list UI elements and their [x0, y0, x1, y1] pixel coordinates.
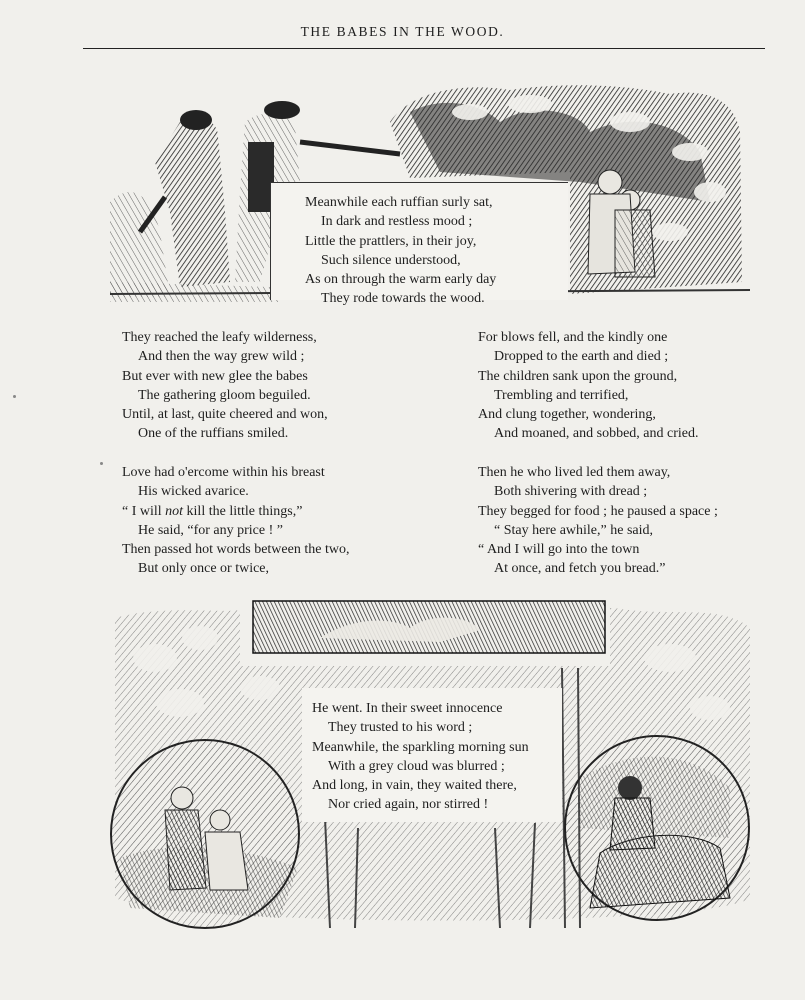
verse-fragment: kill the little things,” — [183, 503, 303, 519]
verse-line: Then passed hot words between the two, — [122, 542, 350, 558]
verse-line: He went. In their sweet innocence — [312, 701, 503, 716]
verse-line: And clung together, wondering, — [478, 407, 656, 423]
verse-line: But ever with new glee the babes — [122, 368, 308, 384]
bottom-stanza-panel — [302, 689, 562, 821]
verse-line: Trembling and terrified, — [494, 387, 629, 403]
verse-line — [122, 502, 349, 521]
verse-line: And then the way grew wild ; — [138, 349, 305, 365]
verse-line: His wicked avarice. — [138, 484, 249, 500]
verse-line: Both shivering with dread ; — [494, 484, 648, 500]
verse-line: “ Stay here awhile,” he said, — [494, 522, 653, 538]
bottom-stanza — [312, 699, 529, 815]
verse-line: Love had o'ercome within his breast — [122, 465, 325, 480]
stanza-led-them-away — [478, 463, 718, 579]
verse-line: With a grey cloud was blurred ; — [328, 758, 505, 774]
stanza-love-had-overcome — [122, 463, 349, 579]
verse-fragment: “ I will — [122, 503, 166, 519]
verse-line: They rode towards the wood. — [321, 291, 485, 307]
verse-line: “ And I will go into the town — [478, 542, 640, 558]
verse-line: Nor cried again, nor stirred ! — [328, 797, 489, 813]
top-stanza — [305, 193, 496, 309]
verse-line: He said, “for any price ! ” — [138, 522, 283, 538]
stanza-reached-wilderness — [122, 328, 328, 444]
verse-line: One of the ruffians smiled. — [138, 426, 289, 442]
running-title: THE BABES IN THE WOOD. — [300, 24, 505, 39]
header-rule — [83, 48, 765, 49]
top-stanza-panel — [270, 182, 568, 307]
verse-line: At once, and fetch you bread.” — [494, 561, 666, 577]
print-speck — [13, 395, 16, 398]
verse-line: As on through the warm early day — [305, 272, 497, 288]
verse-line: Little the prattlers, in their joy, — [305, 233, 477, 249]
verse-line: For blows fell, and the kindly one — [478, 330, 668, 345]
verse-line: The gathering gloom beguiled. — [138, 387, 311, 403]
verse-line: Such silence understood, — [321, 252, 461, 268]
verse-line: Dropped to the earth and died ; — [494, 349, 669, 365]
verse-line: They reached the leafy wilderness, — [122, 330, 317, 345]
verse-line: They trusted to his word ; — [328, 720, 473, 736]
stanza-blows-fell — [478, 328, 699, 444]
verse-line: Meanwhile, the sparkling morning sun — [312, 739, 529, 755]
verse-line: Then he who lived led them away, — [478, 465, 671, 480]
verse-line: But only once or twice, — [138, 561, 270, 577]
emphasized-word: not — [165, 503, 184, 519]
print-speck — [100, 462, 103, 465]
verse-line: Until, at last, quite cheered and won, — [122, 407, 328, 423]
verse-line: And long, in vain, they waited there, — [312, 778, 517, 794]
verse-line: And moaned, and sobbed, and cried. — [494, 426, 699, 442]
verse-line: The children sank upon the ground, — [478, 368, 678, 384]
verse-line: Meanwhile each ruffian surly sat, — [305, 195, 493, 210]
verse-line: They begged for food ; he paused a space ; — [478, 503, 718, 519]
verse-line: In dark and restless mood ; — [321, 214, 473, 230]
